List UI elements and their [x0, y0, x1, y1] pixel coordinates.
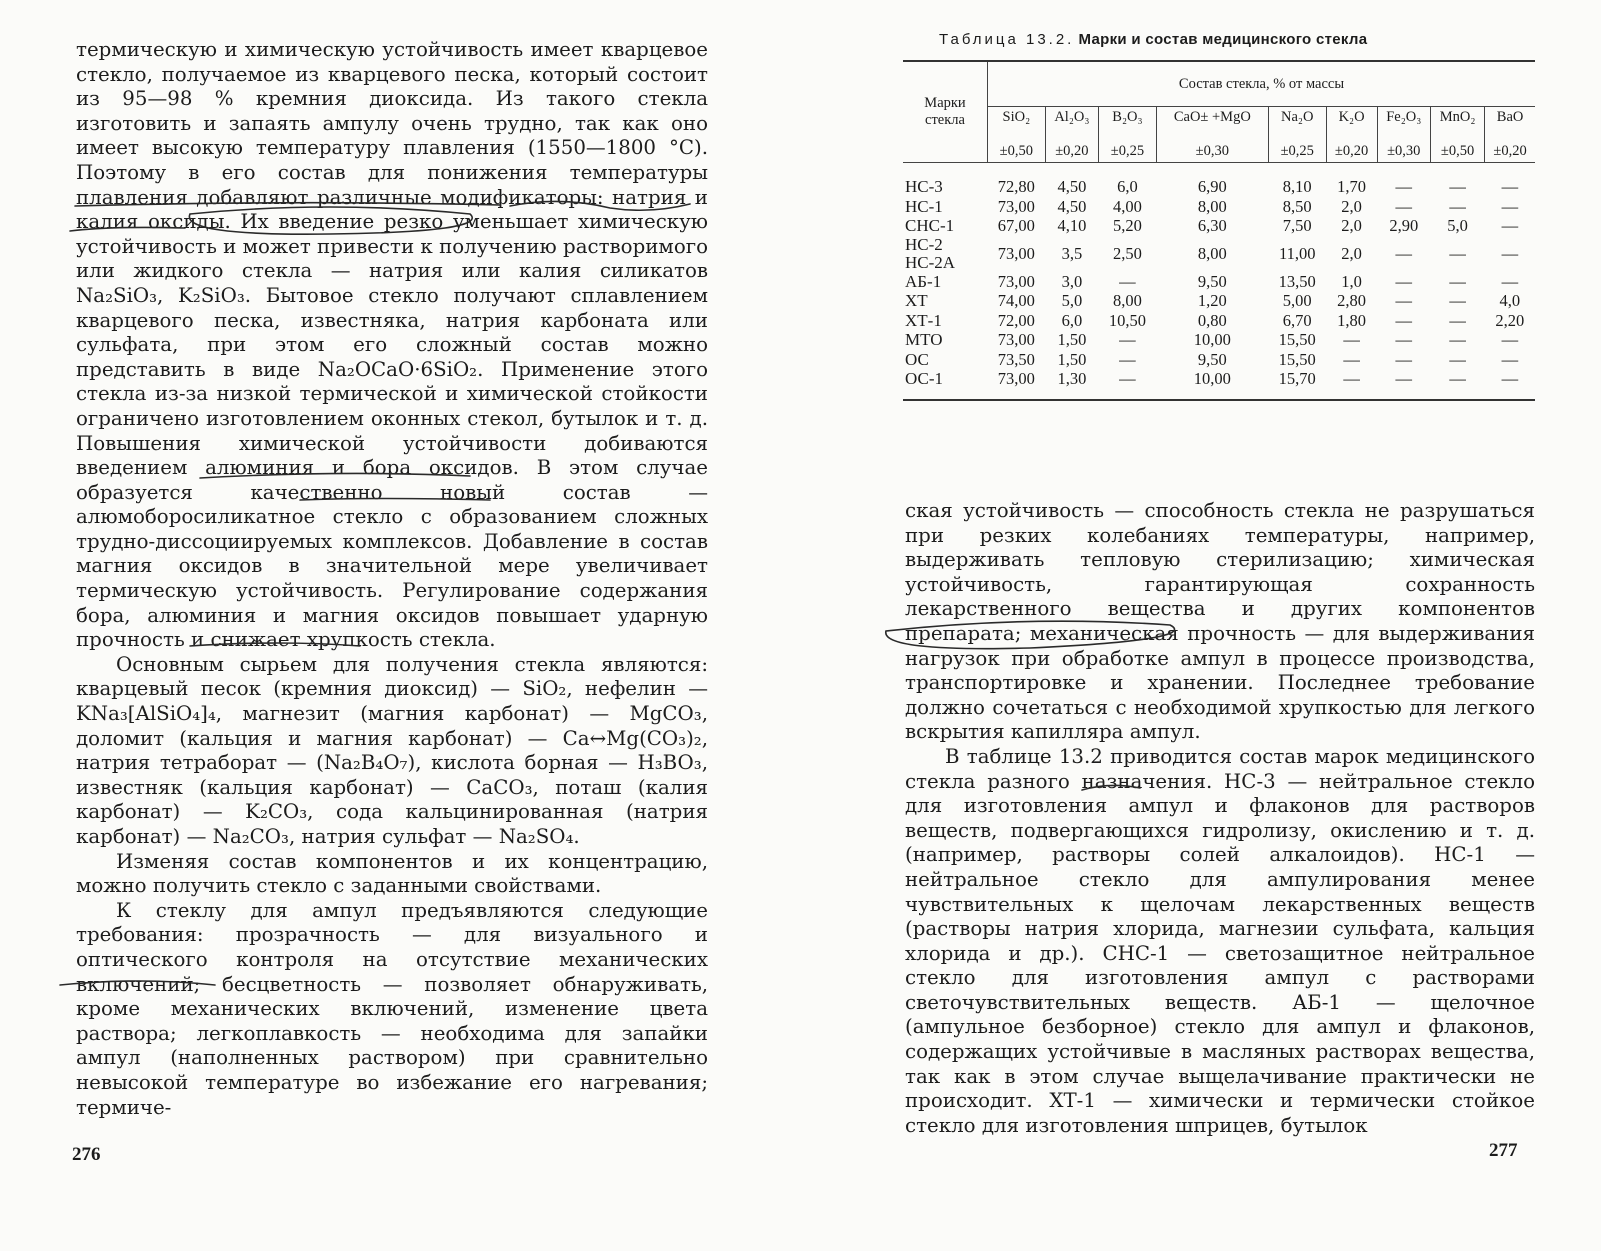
value-cell: 73,00 — [997, 271, 1035, 291]
value-cell: 67,00 — [997, 216, 1035, 235]
value-cell: — — [1395, 196, 1412, 216]
value-cell: — — [1395, 271, 1412, 291]
value-cell: 1,80 — [1337, 310, 1366, 330]
column-name: Fe₂O₃ — [1386, 109, 1422, 125]
column-header — [1430, 107, 1484, 163]
column-name: CaO± +MgO — [1173, 109, 1251, 125]
value-cell: 13,50 — [1278, 271, 1316, 291]
grade-cell: ОС-1 — [903, 369, 988, 400]
value-cell: 0,80 — [1197, 310, 1227, 330]
value-cell: — — [1501, 196, 1519, 216]
value-cell: 6,70 — [1282, 310, 1312, 330]
table-row — [903, 197, 1535, 217]
value-cell: 1,70 — [1337, 177, 1366, 196]
column-tolerance: ±0,20 — [1055, 143, 1089, 159]
column-header — [1485, 107, 1535, 163]
value-cell: 2,0 — [1341, 216, 1362, 235]
grade-cell: ОС — [905, 349, 929, 369]
value-cell: 4,50 — [1057, 196, 1087, 216]
composition-table — [903, 60, 1535, 401]
table-row — [903, 350, 1535, 370]
value-cell: 15,50 — [1278, 330, 1316, 349]
value-cell: — — [1395, 291, 1412, 310]
value-cell: — — [1449, 330, 1466, 349]
column-name: MnO₂ — [1439, 109, 1476, 125]
value-cell: 6,30 — [1197, 216, 1227, 235]
value-cell: — — [1326, 369, 1377, 400]
value-cell: 9,50 — [1197, 271, 1227, 291]
value-cell: — — [1395, 349, 1412, 369]
value-cell: 2,20 — [1495, 310, 1525, 330]
left-paragraph-2: Основным сырьем для получения стекла являются: кварцевый песок (кремния диоксид) — SiO₂, нефелин — KNa₃[AlSiO₄]₄, магнезит (магния карбонат) — MgCO₃, доломит (кальция и магния карбонат) — Ca↔Mg(CO₃)₂, натрия тетраборат — (Na₂B₄O₇), кислота борная — H₃BO₃, известняк (кальция карбонат) — CaCO₃, поташ (калия карбонат) — K₂CO₃, сода кальцинированная (натрия карбонат) — Na₂CO₃, натрия сульфат — Na₂SO₄. — [76, 652, 708, 848]
table-row — [903, 216, 1535, 236]
column-name: SiO₂ — [1002, 109, 1031, 125]
column-tolerance: ±0,50 — [999, 143, 1033, 159]
value-cell: — — [1501, 177, 1519, 196]
grade-cell: АБ-1 — [905, 271, 942, 291]
value-cell: — — [1343, 349, 1360, 369]
value-cell: 4,50 — [1057, 177, 1087, 196]
column-headers — [903, 107, 1535, 163]
value-cell: 73,00 — [997, 196, 1035, 216]
value-cell: 1,0 — [1341, 271, 1362, 291]
column-header — [988, 107, 1046, 163]
value-cell: 73,50 — [997, 349, 1035, 369]
left-paragraph-3: Изменяя состав компонентов и их концентрацию, можно получить стекло с заданными свойствами. — [76, 849, 708, 898]
value-cell: — — [1395, 310, 1412, 330]
value-cell: 73,00 — [988, 369, 1046, 400]
value-cell: — — [1501, 349, 1519, 369]
value-cell: — — [1119, 349, 1136, 369]
value-cell: — — [1449, 310, 1466, 330]
value-cell: — — [1449, 291, 1466, 310]
value-cell: 8,00 — [1112, 291, 1142, 310]
value-cell: 8,00 — [1197, 243, 1227, 263]
value-cell: 1,20 — [1197, 291, 1227, 310]
value-cell: — — [1501, 216, 1519, 235]
value-cell: — — [1449, 177, 1466, 196]
left-page — [76, 38, 708, 1120]
column-header — [1099, 107, 1157, 163]
value-cell: 4,0 — [1499, 291, 1521, 310]
value-cell: 2,90 — [1389, 216, 1419, 235]
value-cell: 8,10 — [1282, 177, 1312, 196]
value-cell: 6,0 — [1061, 310, 1083, 330]
table-row — [903, 163, 1535, 197]
value-cell: 2,0 — [1341, 196, 1362, 216]
value-cell: — — [1430, 369, 1484, 400]
table-row — [903, 272, 1535, 292]
table-row — [903, 311, 1535, 331]
value-cell: 1,30 — [1045, 369, 1098, 400]
value-cell: 1,50 — [1057, 330, 1087, 349]
column-tolerance: ±0,25 — [1110, 143, 1145, 159]
column-name: K₂O — [1338, 109, 1365, 125]
column-name: B₂O₃ — [1112, 109, 1143, 125]
right-page-number: 277 — [1489, 1140, 1518, 1161]
table-caption — [939, 31, 1459, 48]
value-cell: 4,10 — [1057, 216, 1087, 235]
value-cell: 8,00 — [1197, 196, 1227, 216]
value-cell: 72,00 — [997, 310, 1035, 330]
column-header — [1045, 107, 1098, 163]
table-row — [903, 291, 1535, 311]
value-cell: 15,50 — [1278, 349, 1316, 369]
value-cell: 5,00 — [1282, 291, 1312, 310]
value-cell: 1,50 — [1057, 349, 1087, 369]
column-tolerance: ±0,20 — [1493, 143, 1527, 159]
grade-header: Марки стекла — [903, 61, 988, 163]
value-cell: 15,70 — [1268, 369, 1326, 400]
value-cell: 5,0 — [1061, 291, 1083, 310]
value-cell: 10,50 — [1108, 310, 1146, 330]
value-cell: — — [1501, 330, 1519, 349]
value-cell: — — [1099, 369, 1157, 400]
value-cell: 72,80 — [997, 177, 1035, 196]
value-cell: — — [1449, 243, 1466, 263]
column-name: BaO — [1496, 109, 1524, 125]
column-tolerance: ±0,50 — [1440, 143, 1475, 159]
column-tolerance: ±0,30 — [1195, 143, 1229, 159]
column-header — [1326, 107, 1377, 163]
grade-cell: СНС-1 — [905, 216, 955, 235]
value-cell: — — [1485, 369, 1535, 400]
value-cell: 74,00 — [997, 291, 1035, 310]
value-cell: 4,00 — [1112, 196, 1142, 216]
column-name: Na₂O — [1281, 109, 1314, 125]
table-body — [903, 163, 1535, 400]
value-cell: — — [1501, 271, 1519, 291]
grade-cell: ХТ — [905, 291, 928, 310]
value-cell: 7,50 — [1282, 216, 1312, 235]
table-row — [903, 236, 1535, 272]
value-cell: — — [1343, 330, 1360, 349]
right-paragraph-1: ская устойчивость — способность стекла не разрушаться при резких колебаниях температуры, например, выдерживать тепловую стерилизацию; химическая устойчивость, гарантирующая сохранность лекарственного вещества и других компонентов препарата; механическая прочность — для выдерживания нагрузок при обработке ампул в процессе производства, транспортировке и хранении. Последнее требование должно сочетаться с необходимой хрупкостью для легкого вскрытия капилляра ампул. — [905, 499, 1535, 744]
value-cell: 2,0 — [1341, 243, 1362, 263]
column-header — [1377, 107, 1430, 163]
column-tolerance: ±0,25 — [1280, 143, 1314, 159]
column-header — [1156, 107, 1268, 163]
value-cell: 2,80 — [1337, 291, 1366, 310]
value-cell: — — [1395, 330, 1412, 349]
grade-cell: НС-1 — [905, 196, 943, 216]
composition-header: Состав стекла, % от массы — [988, 61, 1536, 107]
right-page — [905, 499, 1535, 1138]
column-tolerance: ±0,30 — [1387, 143, 1421, 159]
value-cell: 10,00 — [1193, 330, 1231, 349]
left-paragraph-1: термическую и химическую устойчивость имеет кварцевое стекло, получаемое из кварцевого песка, который состоит из 95—98 % кремния диоксида. Из такого стекла изготовить и запаять ампулу очень трудно, так как оно имеет высокую температуру плавления (1550—1800 °С). Поэтому в его состав для понижения температуры плавления добавляют различные модификаторы: натрия и калия оксиды. Их введение резко уменьшает химическую устойчивость и может привести к получению растворимого или жидкого стекла — натрия или калия силикатов Na₂SiO₃, K₂SiO₃. Бытовое стекло получают сплавлением кварцевого песка, известняка, натрия карбоната или сульфата, при этом его сложный состав можно представить в виде Na₂OCaO·6SiO₂. Применение этого стекла из-за низкой термической и химической стойкости ограничено изготовлением оконных стекол, бутылок и т. д. Повышения химической устойчивости добиваются введением алюминия и бора оксидов. В этом случае образуется качественно новый состав — алюмоборосиликатное стекло с образованием сложных трудно-диссоциируемых комплексов. Добавление в состав магния оксидов в значительной мере увеличивает термическую устойчивость. Регулирование содержания бора, алюминия и магния оксидов повышает ударную прочность и снижает хрупкость стекла. — [76, 38, 708, 652]
value-cell: 73,00 — [997, 243, 1035, 263]
value-cell: 5,0 — [1447, 216, 1468, 235]
value-cell: 3,0 — [1061, 271, 1083, 291]
value-cell: — — [1449, 349, 1466, 369]
left-paragraph-4: К стеклу для ампул предъявляются следующие требования: прозрачность — для визуального и оптического контроля на отсутствие механических включений; бесцветность — позволяет обнаруживать, кроме механических включений, изменение цвета раствора; легкоплавкость — необходима для запайки ампул (наполненных раствором) при сравнительно невысокой температуре во избежание его нагревания; термиче- — [76, 898, 708, 1119]
grade-cell: МТО — [905, 330, 943, 349]
value-cell: — — [1395, 243, 1412, 263]
value-cell: — — [1449, 271, 1466, 291]
value-cell: 11,00 — [1278, 243, 1316, 263]
grade-cell: НС-2 НС-2А — [905, 234, 956, 272]
value-cell: 2,50 — [1112, 243, 1142, 263]
left-page-number: 276 — [72, 1144, 101, 1165]
column-header — [1268, 107, 1326, 163]
column-name: Al₂O₃ — [1054, 109, 1090, 125]
value-cell: — — [1501, 243, 1519, 263]
value-cell: 9,50 — [1197, 349, 1227, 369]
value-cell: 8,50 — [1282, 196, 1312, 216]
value-cell: 10,00 — [1156, 369, 1268, 400]
value-cell: — — [1119, 271, 1136, 291]
value-cell: — — [1119, 330, 1136, 349]
grade-cell: НС-3 — [905, 177, 943, 196]
value-cell: 5,20 — [1112, 216, 1142, 235]
value-cell: 73,00 — [997, 330, 1035, 349]
value-cell: 6,0 — [1117, 177, 1138, 196]
column-tolerance: ±0,20 — [1334, 143, 1369, 159]
value-cell: 6,90 — [1197, 177, 1227, 196]
grade-cell: ХТ-1 — [905, 310, 942, 330]
table-row — [903, 369, 1535, 400]
value-cell: 3,5 — [1061, 243, 1083, 263]
right-paragraph-2: В таблице 13.2 приводится состав марок медицинского стекла разного назначения. НС-3 — нейтральное стекло для изготовления ампул и флаконов для растворов веществ, подвергающихся гидролизу, окислению и т. д. (например, растворы солей алкалоидов). НС-1 — нейтральное стекло для ампулирования менее чувствительных к щелочам лекарственных веществ (растворы натрия хлорида, магнезии сульфата, кальция хлорида и др.). СНС-1 — светозащитное нейтральное стекло для изготовления ампул с растворами светочувствительных веществ. АБ-1 — щелочное (ампульное безборное) стекло для ампул и флаконов, содержащих устойчивые в масляных растворах вещества, так как в этом случае выщелачивание практически не происходит. ХТ-1 — химически и термически стойкое стекло для изготовления шприцев, бутылок — [905, 744, 1535, 1137]
value-cell: — — [1449, 196, 1466, 216]
table-row — [903, 330, 1535, 350]
table-caption-prefix: Таблица 13.2. — [939, 31, 1075, 48]
value-cell: — — [1395, 177, 1412, 196]
value-cell: — — [1377, 369, 1430, 400]
table-caption-title: Марки и состав медицинского стекла — [1078, 31, 1368, 48]
